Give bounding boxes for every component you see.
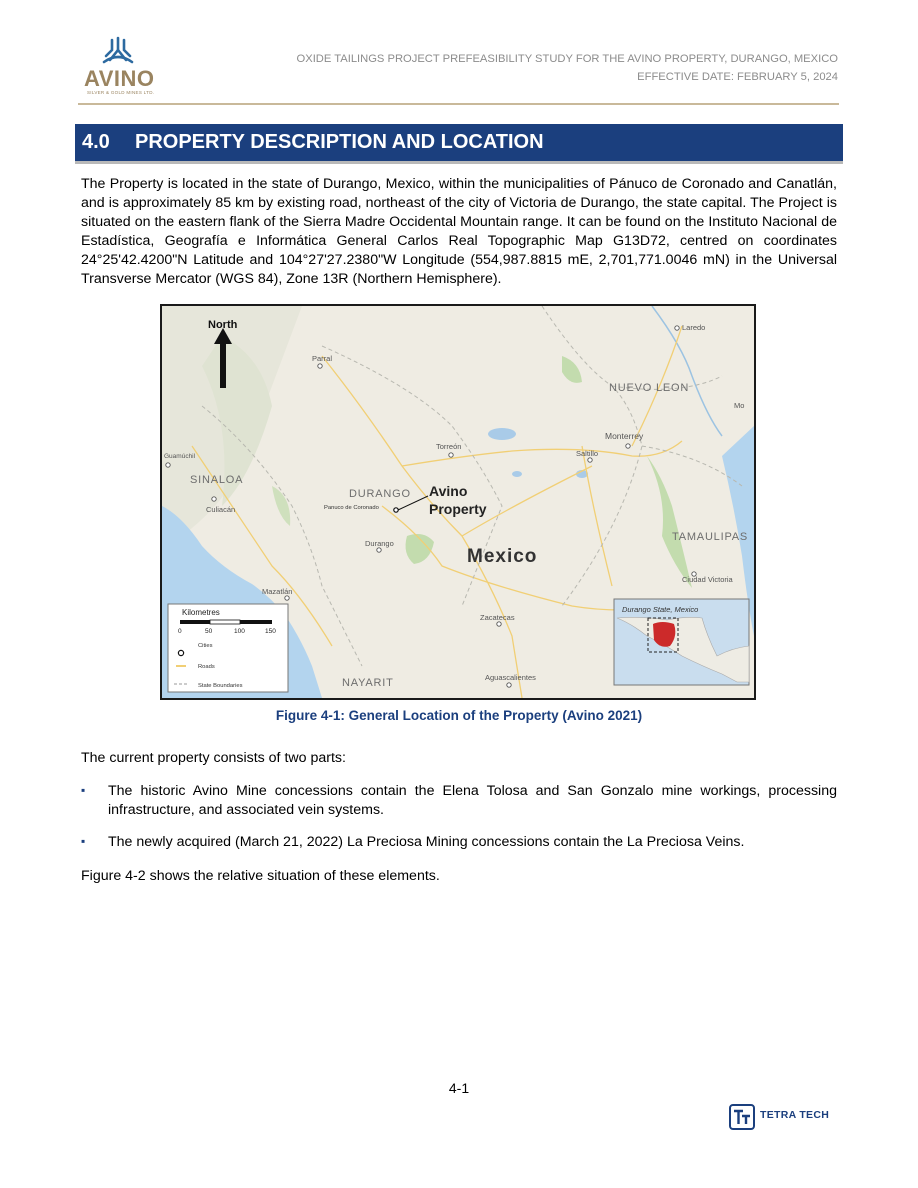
state-label-nuevo-leon: NUEVO LEON [609,382,690,394]
property-label-line2: Property [429,501,487,517]
intro-paragraph: The Property is located in the state of Durango, Mexico, within the municipalities of Pánuco de Coronado and Canatlán, and is approximately 85 km by existing road, northeast of the city of Victoria de Durango, the state capital. The Project is situated on the eastern flank of the Sierra Madre Occidental Mountain range. It can be found on the Instituto Nacional de Estadística, Geografía e Informática General Carlos Real Topographic Map G13D72, centred on coordinates 24°25'42.4200"N Latitude and 104°27'27.2380"W Longitude (554,987.8815 mE, 2,701,771.0046 mN) in the Universal Transverse Mercator (WGS 84), Zone 13R (Northern Hemisphere). [81,176,837,288]
state-label-tamaulipas: TAMAULIPAS [672,531,749,543]
legend-item-state-boundaries: State Boundaries [198,683,243,689]
state-label-sinaloa: SINALOA [190,474,244,486]
city-label-mazatlan: Mazatlán [262,587,293,596]
city-label-laredo: Laredo [682,323,706,332]
city-label-panuco: Panuco de Coronado [324,505,379,511]
map-legend [168,604,288,692]
city-label-parral: Parral [312,354,333,363]
city-label-guamuchil: Guamúchil [164,453,196,460]
bullet-marker: ▪ [81,834,86,848]
running-header-title: OXIDE TAILINGS PROJECT PREFEASIBILITY STUDY FOR THE AVINO PROPERTY, DURANGO, MEXICO [296,53,838,65]
city-label-aguascalientes: Aguascalientes [485,673,536,682]
state-label-durango: DURANGO [349,488,411,500]
list-item: The historic Avino Mine concessions contain the Elena Tolosa and San Gonzalo mine workings, processing infrastructure, and associated vein systems. [108,783,837,819]
header-divider [78,103,839,105]
page-number: 4-1 [448,1080,470,1096]
section-number: 4.0 [82,131,110,153]
company-name: TETRA TECH [760,1109,830,1121]
city-label-durango: Durango [365,539,394,548]
city-label-mo: Mo [734,401,745,410]
section-title: PROPERTY DESCRIPTION AND LOCATION [135,131,544,153]
location-map [160,304,756,700]
section-heading-shadow [75,161,843,164]
figure-caption: Figure 4-1: General Location of the Property (Avino 2021) [275,708,643,723]
legend-tick-150: 150 [265,628,276,635]
list-item: The newly acquired (March 21, 2022) La Preciosa Mining concessions contain the La Preciosa Veins. [108,834,745,850]
bullet-marker: ▪ [81,783,86,797]
city-label-monterrey: Monterrey [605,431,644,441]
legend-tick-0: 0 [178,628,182,635]
city-label-saltillo: Saltillo [576,449,599,458]
legend-item-roads: Roads [198,664,215,670]
city-symbol-icon [178,650,183,655]
city-label-ciudad-victoria: Ciudad Victoria [682,575,733,584]
legend-title: Kilometres [182,608,220,617]
property-label-line1: Avino [429,483,468,499]
legend-tick-100: 100 [234,628,245,635]
inset-title: Durango State, Mexico [622,605,699,614]
legend-tick-50: 50 [205,628,213,635]
tetra-tech-logo-icon [729,1104,755,1130]
logo-subtitle: SILVER & GOLD MINES LTD. [87,90,155,95]
north-label: North [208,319,238,331]
city-label-torreon: Torreón [436,442,462,451]
city-label-culiacan: Culiacán [206,505,236,514]
figure-reference-paragraph: Figure 4-2 shows the relative situation of these elements. [81,868,440,884]
city-label-zacatecas: Zacatecas [480,613,515,622]
parts-intro-paragraph: The current property consists of two parts: [81,750,346,766]
legend-item-cities: Cities [198,643,213,649]
state-label-nayarit: NAYARIT [342,677,394,689]
running-header-date: EFFECTIVE DATE: FEBRUARY 5, 2024 [637,71,838,83]
inset-map [614,599,749,685]
country-label: Mexico [467,546,538,567]
logo-wordmark: AVINO [84,66,155,91]
